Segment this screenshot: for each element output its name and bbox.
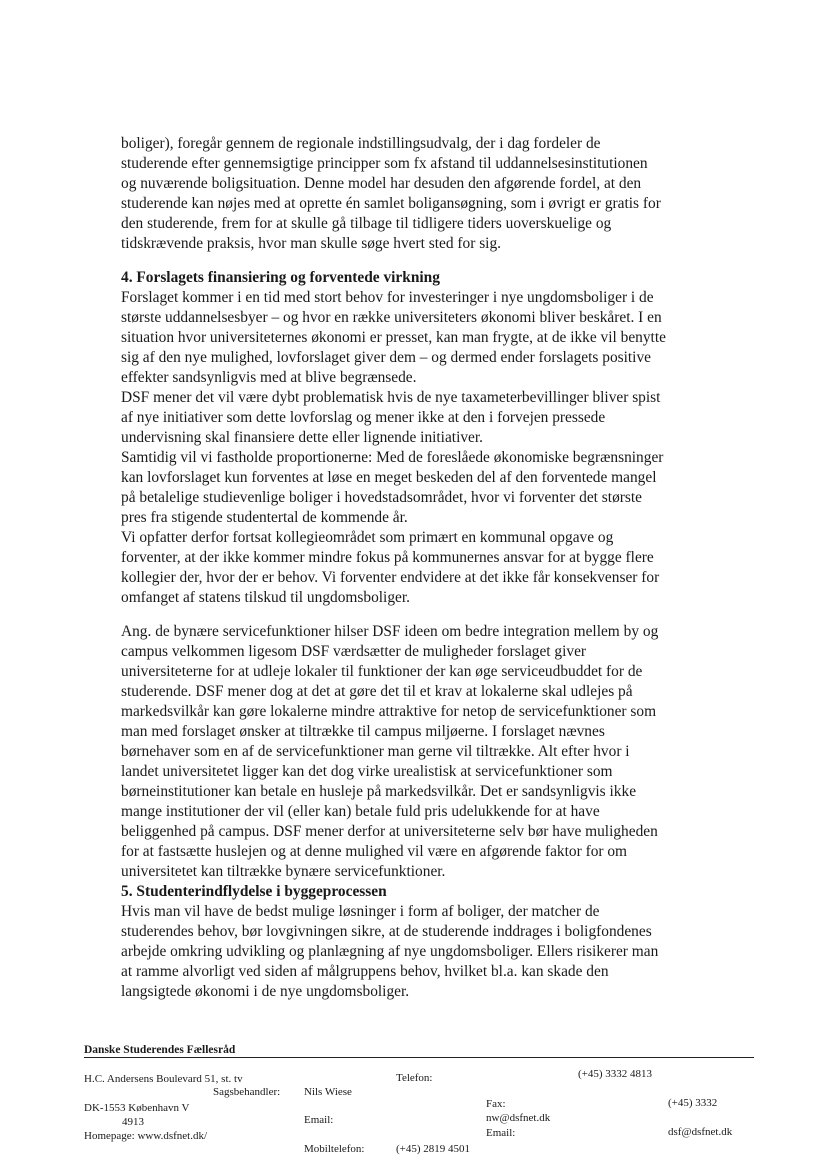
body-line: kan lovforslaget kun forventes at løse en meget beskeden del af den forventede mangel [121,469,657,486]
body-line: på betalelige studievenlige boliger i hovedstadsområdet, hvor vi forventer det største [121,489,642,506]
body-line: forventer, at der ikke kommer mindre fokus på kommunernes ansvar for at bygge flere [121,549,654,566]
body-line: langsigtede økonomi i de nye ungdomsboliger. [121,983,410,1000]
email-label-general: Email: [486,1127,516,1139]
fax-label: Fax: [486,1098,506,1110]
body-line: Samtidig vil vi fastholde proportionerne: Med de foreslåede økonomiske begrænsninger [121,449,664,466]
case-officer-name: Nils Wiese [304,1086,352,1098]
mobile-label: Mobiltelefon: [304,1143,365,1155]
body-line: af nye initiativer som dette lovforslag og mener ikke at den i forvejen pressede [121,409,606,426]
body-line: man med forslaget ønsker at tiltrække til campus miljøerne. I forslaget nævnes [121,723,605,740]
homepage-link[interactable]: Homepage: www.dsfnet.dk/ [84,1130,208,1142]
mobile-value: (+45) 2819 4501 [396,1143,471,1155]
body-line: for at fastsætte huslejen og at denne mulighed vil være en afgørende faktor for om [121,843,628,860]
body-line: Hvis man vil have de bedst mulige løsninger i form af boliger, der matcher de [121,903,600,920]
body-line: at ramme alvorligt ved siden af målgruppens behov, hvilket bl.a. kan skade den [121,963,609,980]
email-value-caseworker: nw@dsfnet.dk [486,1112,551,1124]
body-line: studerendes behov, bør lovgivningen sikre, at de studerende inddrages i boligfondenes [121,923,652,940]
body-line: boliger), foregår gennem de regionale indstillingsudvalg, der i dag fordeler de [121,135,601,152]
fax-value-continued: 4913 [122,1116,144,1128]
body-line: markedsvilkår kan gøre lokalerne mindre attraktive for netop de servicefunktioner som [121,703,657,720]
body-line: DSF mener det vil være dybt problematisk hvis de nye taxameterbevillinger bliver spist [121,389,661,406]
body-line: omfanget af statens tilskud til ungdomsboliger. [121,589,410,606]
body-line: studerende. DSF mener dog at det at gøre det til et krav at lokalerne skal udlejes på [121,683,633,700]
body-line: tidskrævende praksis, hvor man skulle søge hvert sted for sig. [121,235,502,252]
body-line: mange institutioner der vil (eller kan) betale fuld pris udelukkende for at have [121,803,600,820]
body-line: beliggenhed på campus. DSF mener derfor at universiteterne selv bør have muligheden [121,823,658,840]
body-line: Vi opfatter derfor fortsat kollegieområdet som primært en kommunal opgave og [121,529,614,546]
body-line: sig af den nye mulighed, lovforslaget giver dem – og dermed ender forslagets positive [121,349,651,366]
phone-value: (+45) 3332 4813 [578,1068,653,1080]
body-line: og nuværende boligsituation. Denne model har desuden den afgørende fordel, at den [121,175,642,192]
body-line: universitetet kan tiltrække bynære servicefunktioner. [121,863,446,880]
footer-divider [84,1057,754,1058]
email-label-caseworker: Email: [304,1114,334,1126]
body-line: undervisning skal finansiere dette eller lignende initiativer. [121,429,483,446]
email-value-general[interactable]: dsf@dsfnet.dk [668,1126,733,1138]
body-line: situation hvor universiteternes økonomi er presset, kan man frygte, at de ikke vil benytte [121,329,666,346]
body-line: største uddannelsesbyer – og hvor en række universiteters økonomi bliver beskåret. I en [121,309,662,326]
body-line: studerende efter gennemsigtige principper som fx afstand til uddannelsesinstitutionen [121,155,648,172]
body-line: Forslaget kommer i en tid med stort behov for investeringer i nye ungdomsboliger i de [121,289,654,306]
address-line: H.C. Andersens Boulevard 51, st. tv [84,1073,243,1085]
body-line: universiteterne for at udleje lokaler til funktioner der kan øge serviceudbuddet for de [121,663,643,680]
body-line: Ang. de bynære servicefunktioner hilser DSF ideen om bedre integration mellem by og [121,623,659,640]
section-heading: 4. Forslagets finansiering og forventede virkning [121,269,440,286]
city-line: DK-1553 København V [84,1102,190,1114]
section-heading: 5. Studenterindflydelse i byggeprocessen [121,883,387,900]
body-line: arbejde omkring udvikling og planlægning af nye ungdomsboliger. Ellers risikerer man [121,943,659,960]
body-line: kollegier der, hvor der er behov. Vi forventer endvidere at det ikke får konsekvenser for [121,569,660,586]
body-line: landet universitetet ligger kan det dog virke urealistisk at servicefunktioner som [121,763,613,780]
body-line: campus velkommen ligesom DSF værdsætter de muligheder forslaget giver [121,643,587,660]
fax-value: (+45) 3332 [668,1097,718,1109]
body-line: den studerende, frem for at skulle gå tilbage til tidligere tiders uoverskuelige og [121,215,612,232]
body-line: effekter sandsynligvis med at blive begrænsede. [121,369,417,386]
phone-label: Telefon: [396,1072,433,1084]
body-line: børnehaver som en af de servicefunktioner man gerne vil tiltrække. Alt efter hvor i [121,743,630,760]
body-line: studerende kan nøjes med at oprette én samlet boligansøgning, som i øvrigt er gratis for [121,195,661,212]
body-line: børneinstitutioner kan betale en husleje på markedsvilkår. Det er sandsynligvis ikke [121,783,637,800]
organization-name: Danske Studerendes Fællesråd [84,1044,236,1056]
case-officer-label: Sagsbehandler: [213,1086,281,1098]
body-line: pres fra stigende studentertal de kommende år. [121,509,408,526]
